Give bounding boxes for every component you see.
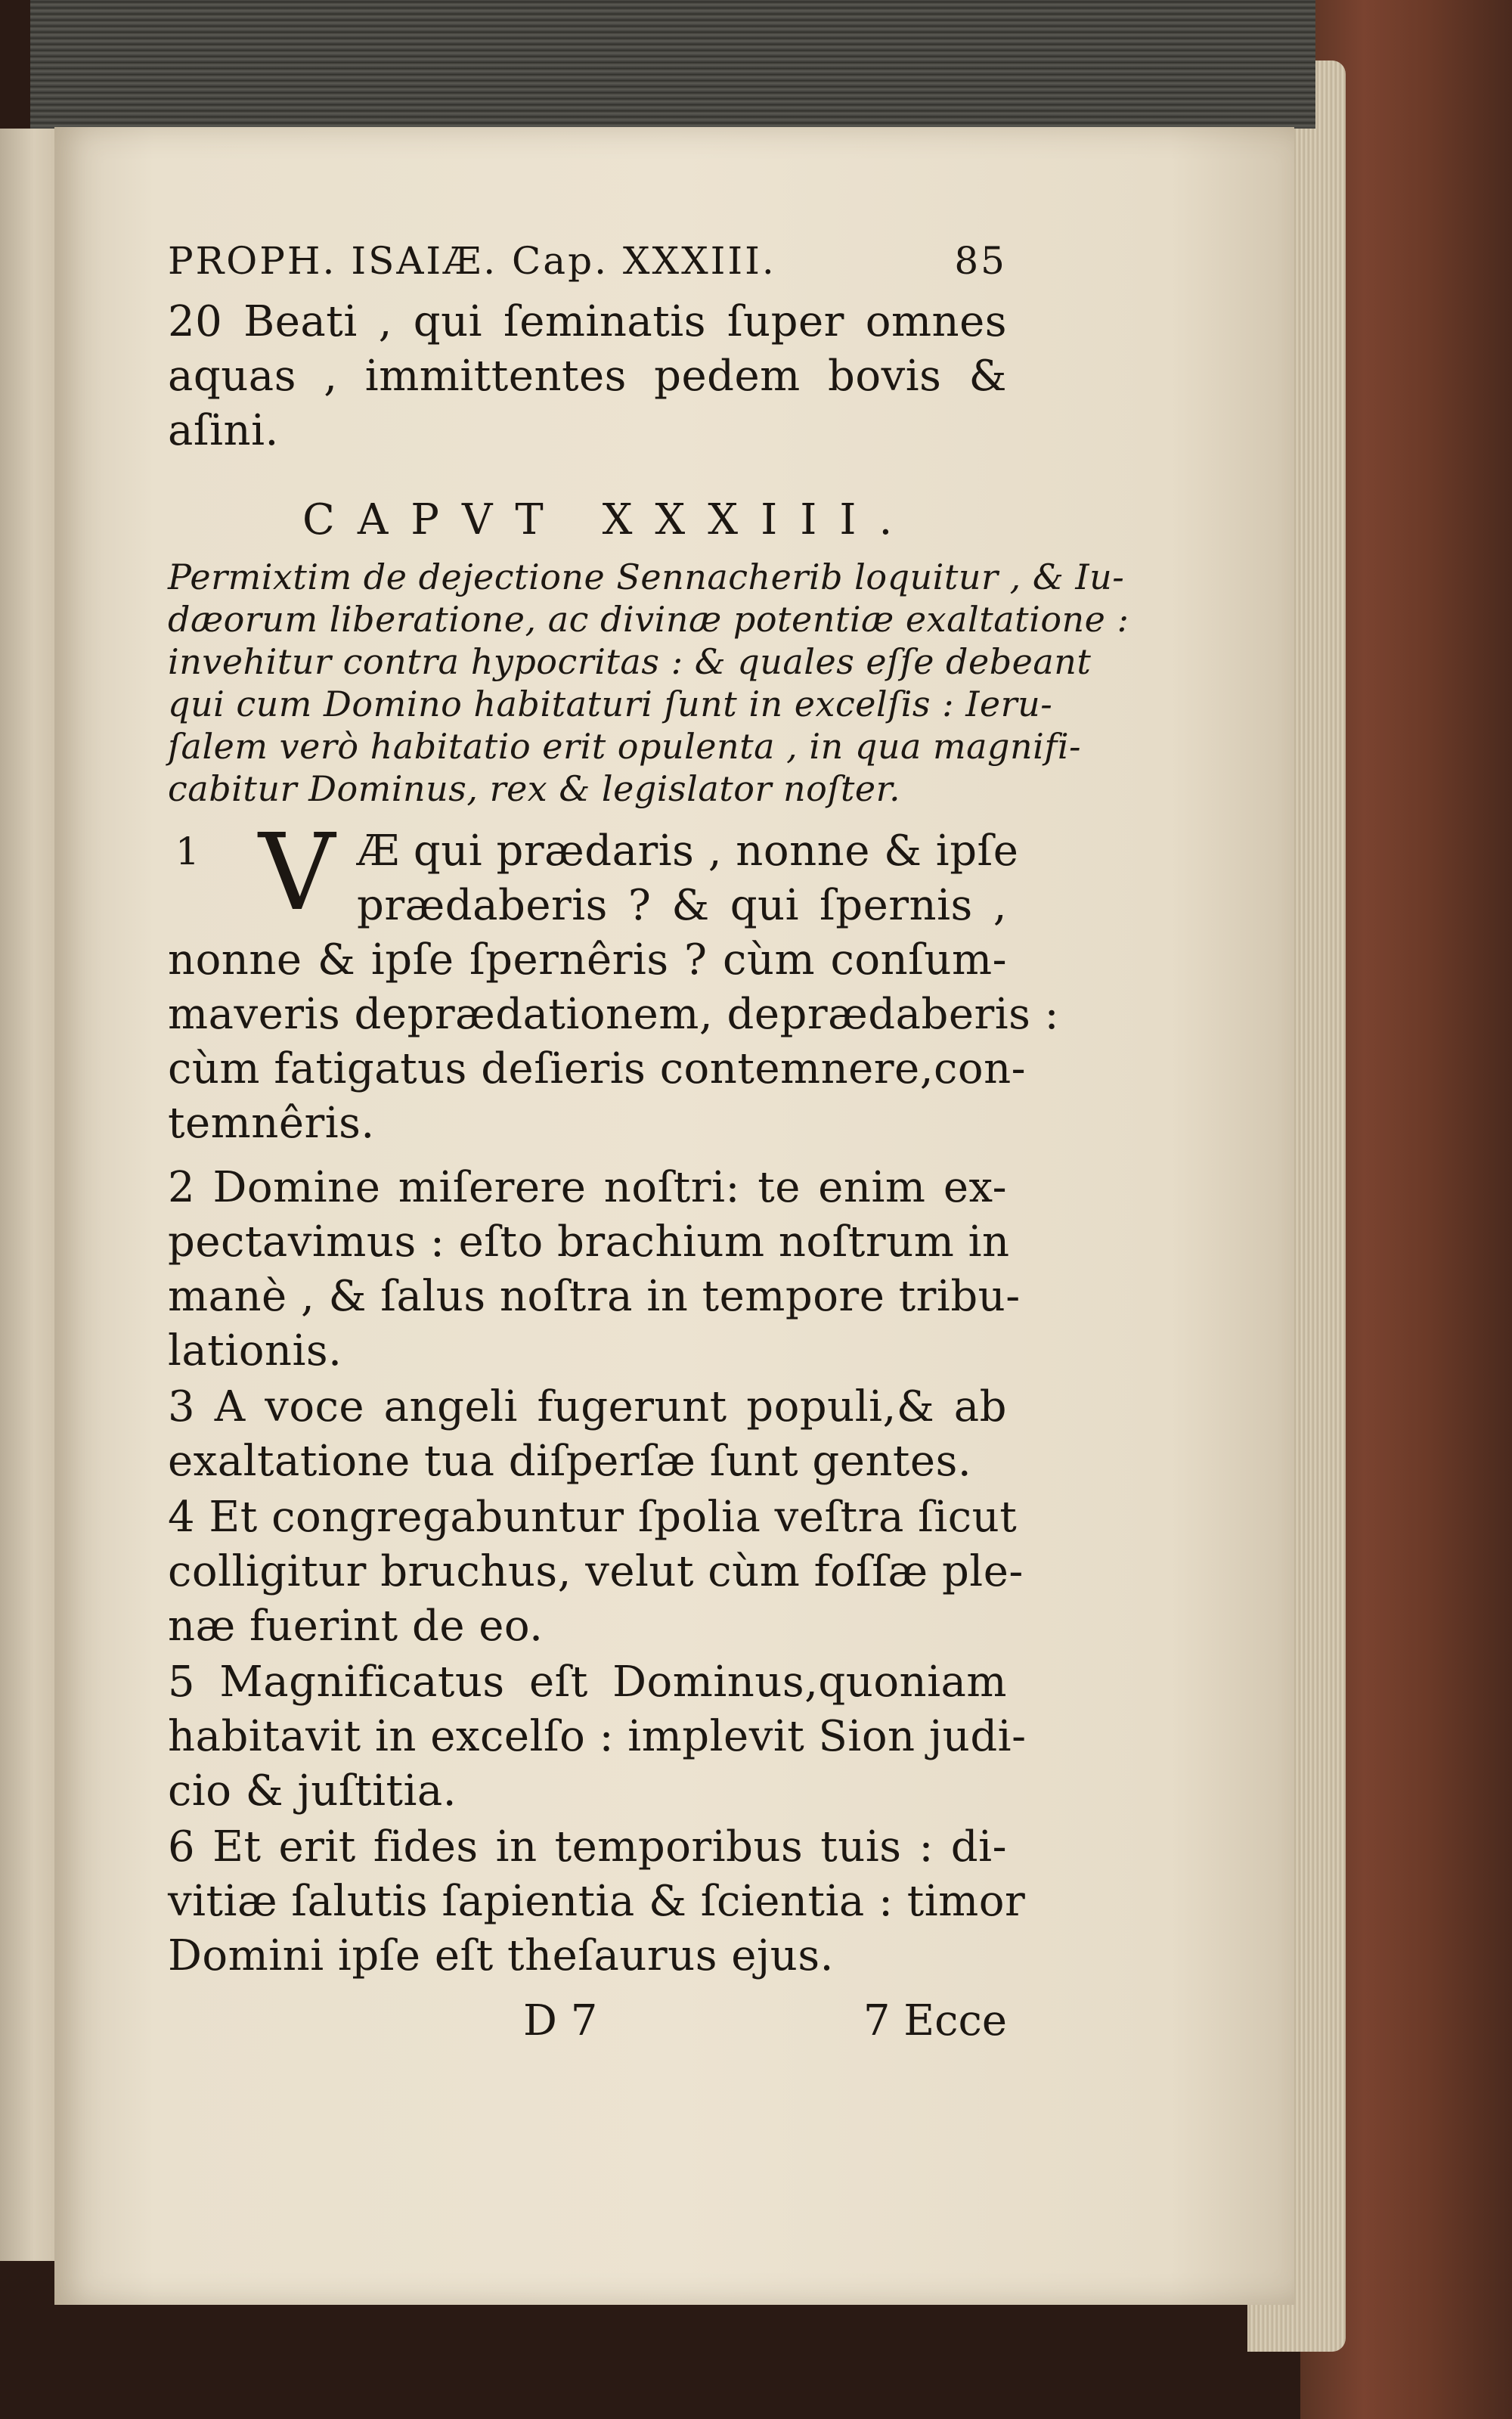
chapter-heading: CAPVT XXXIII. [302,495,916,544]
text-line: prædaberis ? & qui ſpernis , [357,881,1007,930]
summary-line: cabitur Dominus, rex & legislator noſter. [168,768,901,809]
verse-number: 1 [175,830,200,873]
running-title: PROPH. ISAIÆ. Cap. XXXIII. [168,239,776,283]
summary-line: Permixtim de dejectione Sennacherib loquitur , & Iu- [168,557,1125,597]
text-line: 20 Beati , qui ſeminatis ſuper omnes [168,297,1007,346]
text-line: nonne & ipſe ſpernêris ? cùm conſum- [168,935,1007,985]
text-line: Domini ipſe eſt theſaurus ejus. [168,1931,834,1980]
text-line: temnêris. [168,1099,375,1148]
drop-cap: V [259,811,336,935]
text-line: Æ qui prædaris , nonne & ipſe [357,826,1019,876]
text-line: lationis. [168,1326,342,1375]
text-line: vitiæ ſalutis ſapientia & ſcientia : timor [168,1877,1026,1926]
text-line: næ fuerint de eo. [168,1602,544,1651]
page-number: 85 [954,239,1007,283]
text-line: colligitur bruchus, velut cùm foſſæ ple- [168,1547,1024,1596]
text-line: 3 A voce angeli fugerunt populi,& ab [168,1382,1007,1431]
signature-mark: D 7 [523,1996,598,2045]
text-line: habitavit in excelſo : implevit Sion judi- [168,1712,1027,1761]
text-line: 4 Et congregabuntur ſpolia veſtra ſicut [168,1493,1018,1542]
text-line: pectavimus : eſto brachium noſtrum in [168,1217,1010,1267]
text-line: cùm fatigatus deſieris contemnere,con- [168,1044,1027,1093]
summary-line: ſalem verò habitatio erit opulenta , in qua magnifi- [168,726,1082,767]
text-line: 6 Et erit fides in temporibus tuis : di- [168,1822,1007,1872]
page-top-edge [30,0,1315,129]
text-line: 2 Domine miſerere noſtri: te enim ex- [168,1163,1007,1212]
text-line: 5 Magnificatus eſt Dominus,quoniam [168,1658,1007,1707]
text-line: exaltatione tua diſperſæ ſunt gentes. [168,1437,972,1486]
text-line: aquas , immittentes pedem bovis & [168,352,1007,401]
text-line: maveris deprædationem, deprædaberis : [168,990,1060,1039]
catchword: 7 Ecce [863,1996,1007,2045]
summary-line: dæorum liberatione, ac divinæ potentiæ exaltatione : [168,599,1129,640]
summary-line: qui cum Domino habitaturi ſunt in excelſis : Ieru- [168,684,1053,724]
text-line: cio & juſtitia. [168,1766,457,1816]
text-line: manè , & ſalus noſtra in tempore tribu- [168,1272,1021,1321]
text-line: aſini. [168,406,279,455]
summary-line: invehitur contra hypocritas : & quales eſſe debeant [168,641,1092,682]
